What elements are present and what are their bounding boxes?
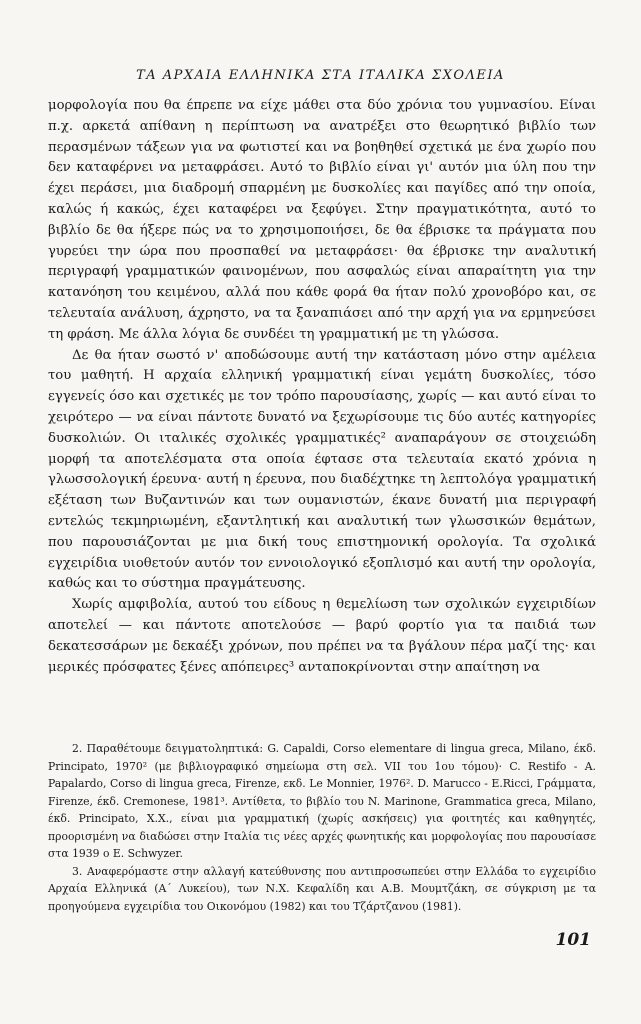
paragraph-2: Δε θα ήταν σωστό ν' αποδώσουμε αυτή την κατάσταση μόνο στην αμέλεια του μαθητή. Η αρχαία ελληνική γραμματική είναι γεμάτη δυσκολίες, τόσο εγγενείς όσο και σχετικές με τον τρόπο παρουσίασης, χωρίς — και αυτό είναι το χειρότερο — να είναι πάντοτε δυνατό να ξεχωρίσουμε τις δύο αυτές κατηγορίες δυσκολιών. Οι ιταλικές σχολικές γραμματικές² αναπαράγουν σε στοιχειώδη μορφή τα αποτελέσματα στα οποία έφτασε στα τελευταία εκατό χρόνια η γλωσσολογική έρευνα· αυτή η έρευνα, που διαδέχτηκε τη λεπτολόγα γραμματική εξέταση των Βυζαντινών και των ουμανιστών, έκανε δυνατή μια περιγραφή εντελώς τεκμηριωμένη, εξαντλητική και αναλυτική των γλωσσικών θεμάτων, που παρουσιάζονται με μια δική τους επιστημονική ορολογία. Τα σχολικά εγχειρίδια υιοθετούν αυτόν τον εννοιολογικό εξοπλισμό και αυτή την ορολογία, καθώς και το σύστημα πραγμάτευσης. bbox=[48, 347, 596, 592]
running-header: ΤΑ ΑΡΧΑΙΑ ΕΛΛΗΝΙΚΑ ΣΤΑ ΙΤΑΛΙΚΑ ΣΧΟΛΕΙΑ bbox=[136, 68, 505, 83]
body-text bbox=[48, 96, 596, 678]
footnotes bbox=[48, 740, 596, 915]
footnote-3: 3. Αναφερόμαστε στην αλλαγή κατεύθυνσης που αντιπροσωπεύει στην Ελλάδα το εγχειρίδιο Αρχαία Ελληνικά (Α΄ Λυκείου), των Ν.Χ. Κεφαλίδη και Α.Β. Μουμτζάκη, σε σύγκριση με τα προηγούμενα εγχειρίδια του Οικονόμου (1982) και του Τζάρτζανου (1981). bbox=[48, 864, 596, 913]
page-number: 101 bbox=[555, 930, 591, 950]
footnote-2: 2. Παραθέτουμε δειγματοληπτικά: G. Capaldi, Corso elementare di lingua greca, Milano, έκδ. Principato, 1970² (με βιβλιογραφικό σημείωμα στη σελ. VII του 1ου τόμου)· C. Restifo - A. Papalardo, Corso di lingua greca, Firenze, εκδ. Le Monnier, 1976². D. Marucco - E.Ricci, Γράμματα, Firenze, έκδ. Cremonese, 1981³. Αντίθετα, το βιβλίο του N. Marinone, Grammatica greca, Milano, έκδ. Principato, Χ.Χ., είναι μια γραμματική (χωρίς ασκήσεις) για φοιτητές και καθηγητές, προορισμένη να διαδώσει στην Ιταλία τις νέες αρχές φωνητικής και μορφολογίας που παρουσίασε στα 1939 ο E. Schwyzer. bbox=[48, 742, 596, 860]
paragraph-3: Χωρίς αμφιβολία, αυτού του είδους η θεμελίωση των σχολικών εγχειριδίων αποτελεί — και πάντοτε αποτελούσε — βαρύ φορτίο για τα παιδιά των δεκατεσσάρων με δεκαέξι χρόνων, που πρέπει να τα βγάλουν πέρα μαζί της· και μερικές πρόσφατες ξένες απόπειρες³ ανταποκρίνονται στην απαίτηση να bbox=[48, 597, 596, 675]
paragraph-1: μορφολογία που θα έπρεπε να είχε μάθει στα δύο χρόνια του γυμνασίου. Είναι π.χ. αρκετά απίθανη η περίπτωση να ανατρέξει στο θεωρητικό βιβλίο των περασμένων τάξεων για να φωτιστεί και να βοηθηθεί σχετικά με ένα χωρίο που δεν καταφέρνει να μεταφράσει. Αυτό το βιβλίο είναι γι' αυτόν μια ύλη που την έχει περάσει, μια διαδρομή σπαρμένη με δυσκολίες και παγίδες από την οποία, καλώς ή κακώς, έχει καταφέρει να ξεφύγει. Στην πραγματικότητα, αυτό το βιβλίο δε θα ήξερε πώς να το χρησιμοποιήσει, δε θα έβρισκε τα πράγματα που γυρεύει την ώρα που προσπαθεί να μεταφράσει· θα έβρισκε την αναλυτική περιγραφή γραμματικών φαινομένων, που ασφαλώς είναι απαραίτητη για την κατανόηση του κειμένου, αλλά που κάθε φορά θα ήταν πολύ χρονοβόρο και, σε τελευταία ανάλυση, άχρηστο, να τα ξαναπιάσει από την αρχή για να ερμηνεύσει τη φράση. Με άλλα λόγια δε συνδέει τη γραμματική με τη γλώσσα. bbox=[48, 98, 596, 342]
